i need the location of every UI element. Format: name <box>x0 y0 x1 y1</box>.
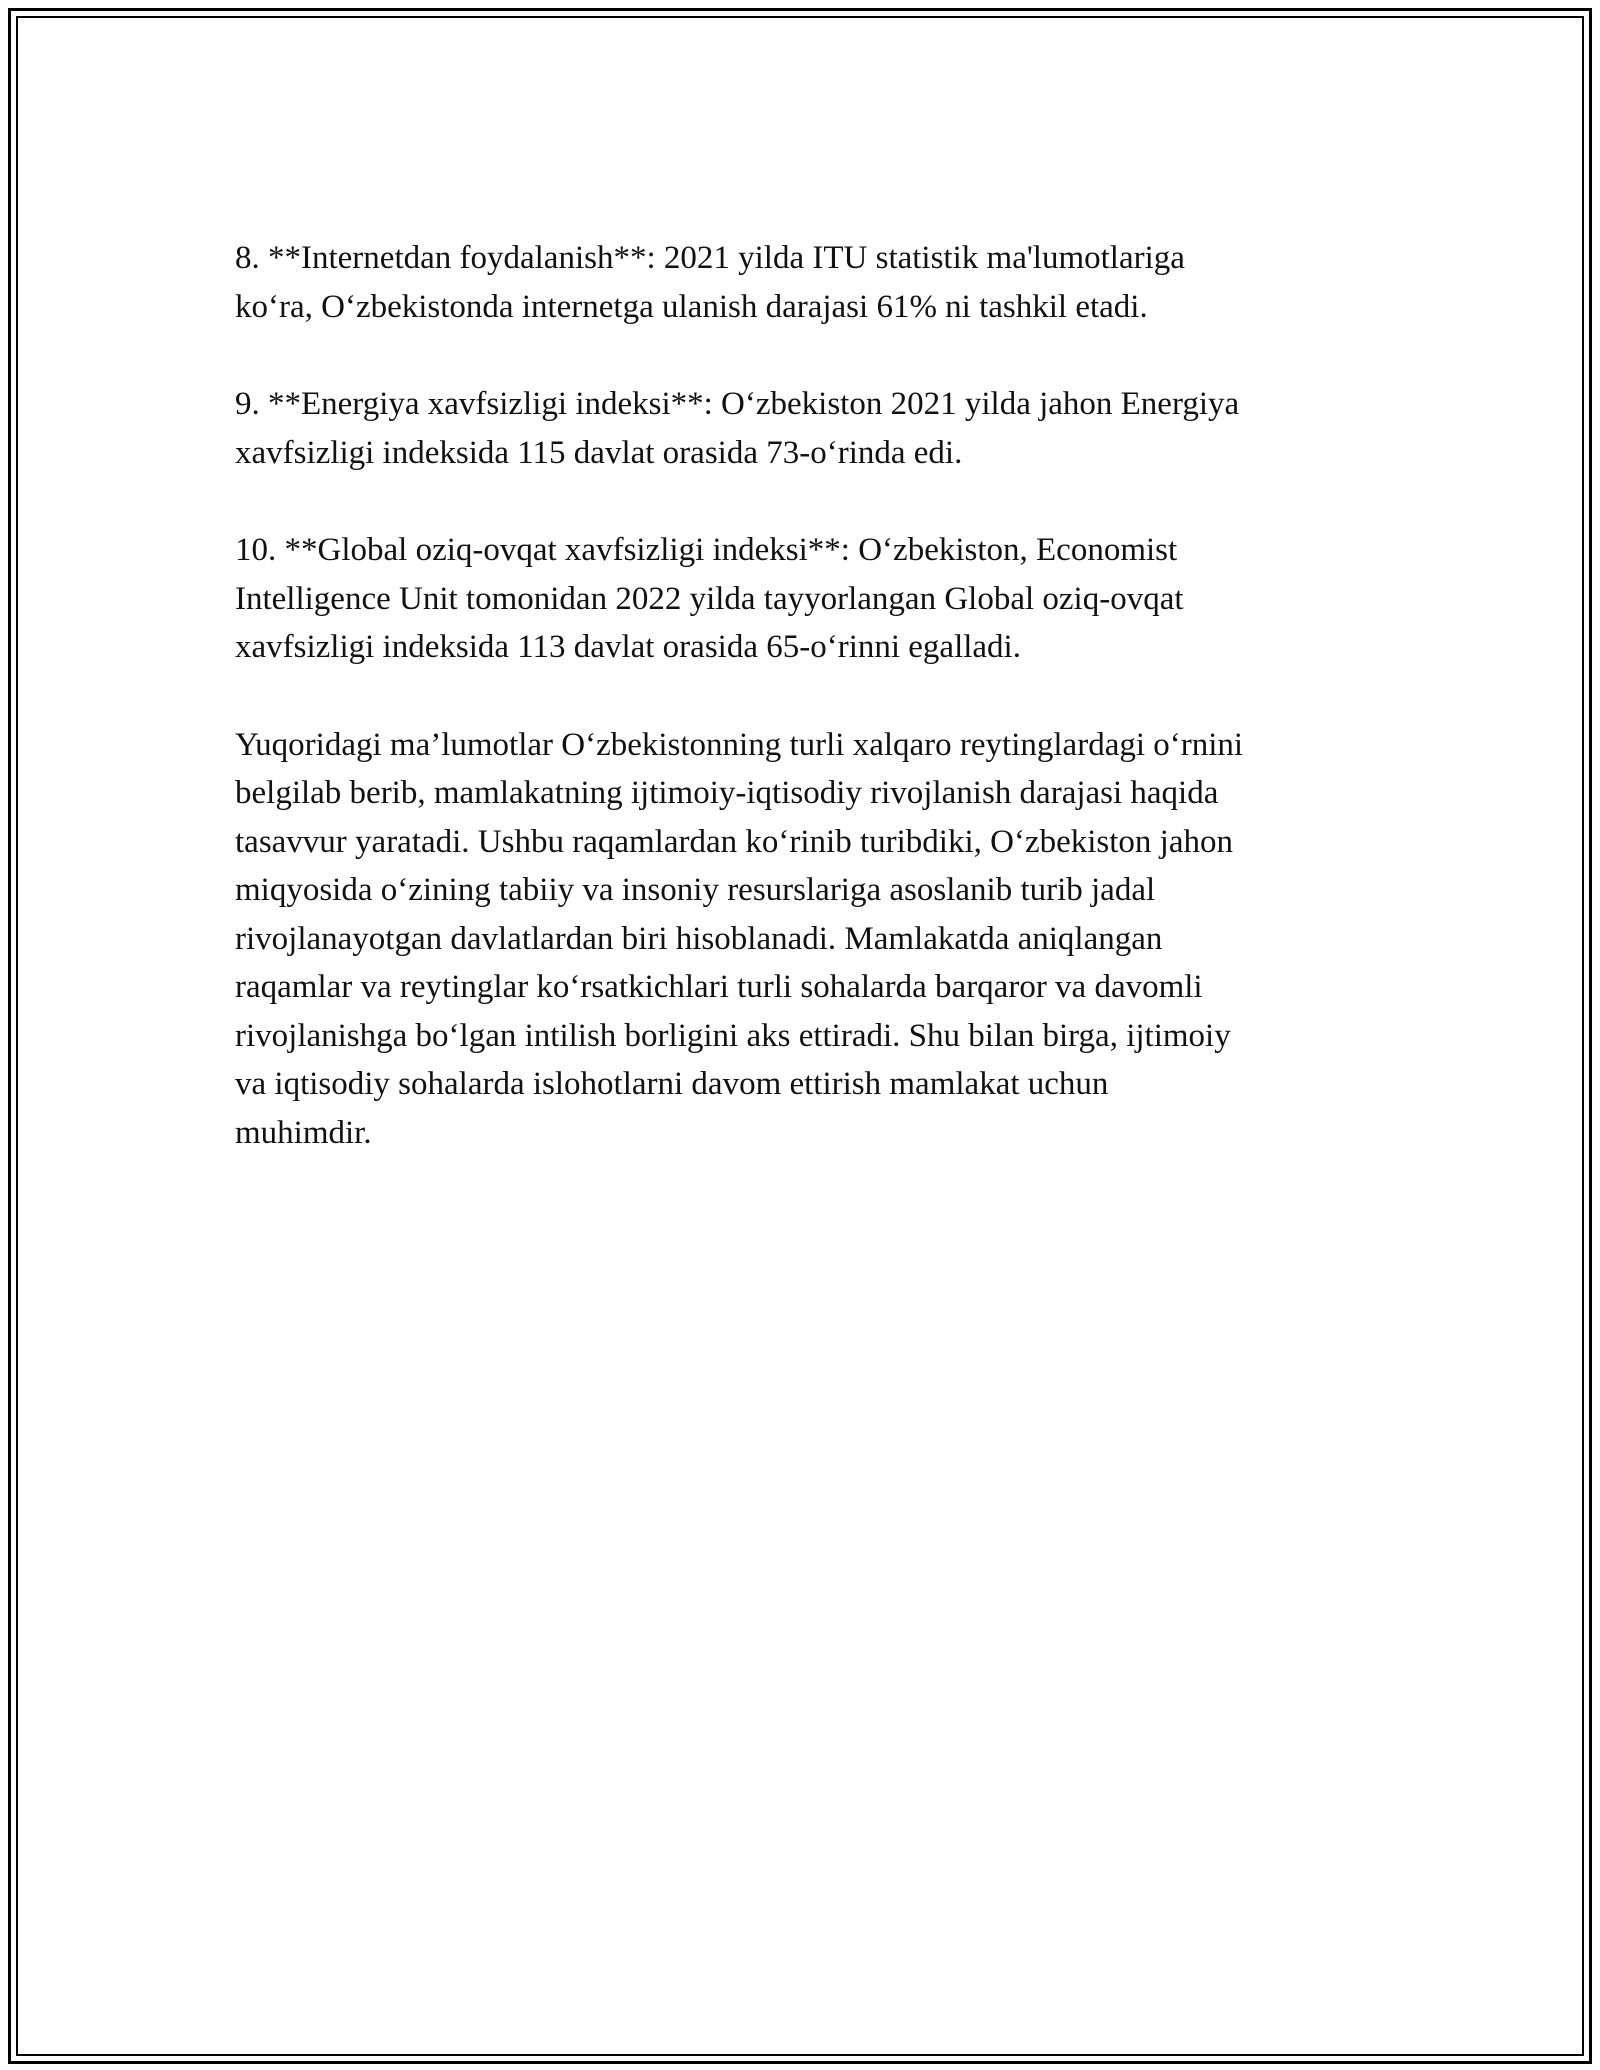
paragraph-conclusion: Yuqoridagi ma’lumotlar O‘zbekistonning turli xalqaro reytinglardagi o‘rnini belgilab berib, mamlakatning ijtimoiy-iqtisodiy rivojlanish darajasi haqida tasavvur yaratadi. Ushbu raqamlardan ko‘rinib turibdiki, O‘zbekiston jahon miqyosida o‘zining tabiiy va insoniy resurslariga asoslanib turib jadal rivojlanayotgan davlatlardan biri hisoblanadi. Mamlakatda aniqlangan raqamlar va reytinglar ko‘rsatkichlari turli sohalarda barqaror va davomli rivojlanishga bo‘lgan intilish borligini aks ettiradi. Shu bilan birga, ijtimoiy va iqtisodiy sohalarda islohotlarni davom ettirish mamlakat uchun muhimdir. <box>235 726 1244 1151</box>
paragraph-energy-security-index: 9. **Energiya xavfsizligi indeksi**: O‘zbekiston 2021 yilda jahon Energiya xavfsizligi indeksida 115 davlat orasida 73-o‘rinda edi. <box>235 386 1240 471</box>
paragraph-internet-usage: 8. **Internetdan foydalanish**: 2021 yilda ITU statistik ma'lumotlariga ko‘ra, O‘zbekistonda internetga ulanish darajasi 61% ni tashkil etadi. <box>235 240 1185 325</box>
paragraph-food-security-index: 10. **Global oziq-ovqat xavfsizligi indeksi**: O‘zbekiston, Economist Intelligence Unit tomonidan 2022 yilda tayyorlangan Global oziq-ovqat xavfsizligi indeksida 113 davlat orasida 65-o‘rinni egalladi. <box>235 532 1184 665</box>
document-body <box>235 234 1385 1157</box>
